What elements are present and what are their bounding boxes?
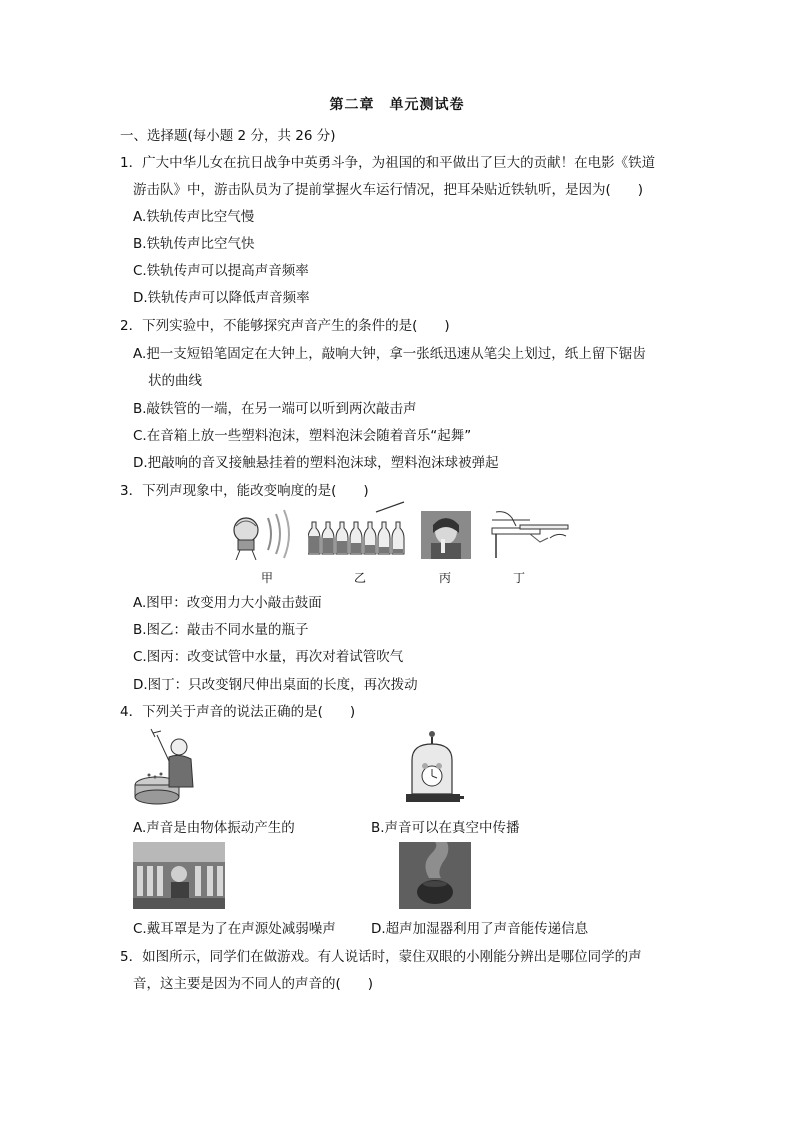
q2-option-c: C.在音箱上放一些塑料泡沫，塑料泡沫会随着音乐“起舞” bbox=[133, 428, 472, 444]
bell-jar-figure bbox=[402, 730, 464, 806]
drum-figure bbox=[228, 508, 300, 560]
q4-option-b: B.声音可以在真空中传播 bbox=[371, 820, 520, 836]
fig-label-jia: 甲 bbox=[261, 571, 274, 585]
q1-stem-line1: 1．广大中华儿女在抗日战争中英勇斗争，为祖国的和平做出了巨大的贡献！在电影《铁道 bbox=[120, 155, 656, 171]
q3-stem: 3．下列声现象中，能改变响度的是( ) bbox=[120, 483, 369, 499]
q3-option-b: B.图乙：敲击不同水量的瓶子 bbox=[133, 622, 309, 638]
page-title: 第二章 单元测试卷 bbox=[329, 97, 465, 113]
q4-option-d: D.超声加湿器利用了声音能传递信息 bbox=[371, 921, 589, 937]
q1-stem-line2: 游击队》中，游击队员为了提前掌握火车运行情况，把耳朵贴近铁轨听，是因为( ) bbox=[133, 182, 644, 198]
q2-option-a-line1: A.把一支短铅笔固定在大钟上，敲响大钟，拿一张纸迅速从笔尖上划过，纸上留下锯齿 bbox=[133, 346, 646, 362]
q1-option-b: B.铁轨传声比空气快 bbox=[133, 236, 255, 252]
fig-label-ding: 丁 bbox=[513, 571, 526, 585]
q5-stem-line1: 5．如图所示，同学们在做游戏。有人说话时，蒙住双眼的小刚能分辨出是哪位同学的声 bbox=[120, 949, 642, 965]
q3-option-d: D.图丁：只改变钢尺伸出桌面的长度，再次拨动 bbox=[133, 677, 418, 693]
q2-option-d: D.把敲响的音叉接触悬挂着的塑料泡沫球，塑料泡沫球被弹起 bbox=[133, 455, 499, 471]
bottles-figure bbox=[308, 500, 408, 558]
q4-option-a: A.声音是由物体振动产生的 bbox=[133, 820, 295, 836]
q3-option-c: C.图丙：改变试管中水量，再次对着试管吹气 bbox=[133, 649, 404, 665]
q4-stem: 4．下列关于声音的说法正确的是( ) bbox=[120, 704, 356, 720]
section-heading: 一、选择题(每小题 2 分，共 26 分) bbox=[120, 128, 336, 144]
q4-option-c: C.戴耳罩是为了在声源处减弱噪声 bbox=[133, 921, 336, 937]
blowing-photo bbox=[421, 511, 471, 559]
q2-stem: 2．下列实验中，不能够探究声音产生的条件的是( ) bbox=[120, 318, 450, 334]
fig-label-bing: 丙 bbox=[439, 571, 452, 585]
factory-photo bbox=[133, 842, 225, 909]
q1-option-a: A.铁轨传声比空气慢 bbox=[133, 209, 255, 225]
q2-option-b: B.敲铁管的一端，在另一端可以听到两次敲击声 bbox=[133, 401, 417, 417]
q1-option-d: D.铁轨传声可以降低声音频率 bbox=[133, 290, 310, 306]
ruler-figure bbox=[490, 508, 570, 560]
q3-option-a: A.图甲：改变用力大小敲击鼓面 bbox=[133, 595, 322, 611]
q5-stem-line2: 音，这主要是因为不同人的声音的( ) bbox=[133, 976, 374, 992]
humidifier-photo bbox=[399, 842, 471, 909]
fig-label-yi: 乙 bbox=[354, 571, 367, 585]
q2-option-a-line2: 状的曲线 bbox=[148, 373, 202, 389]
drummer-figure bbox=[133, 727, 198, 805]
q1-option-c: C.铁轨传声可以提高声音频率 bbox=[133, 263, 309, 279]
